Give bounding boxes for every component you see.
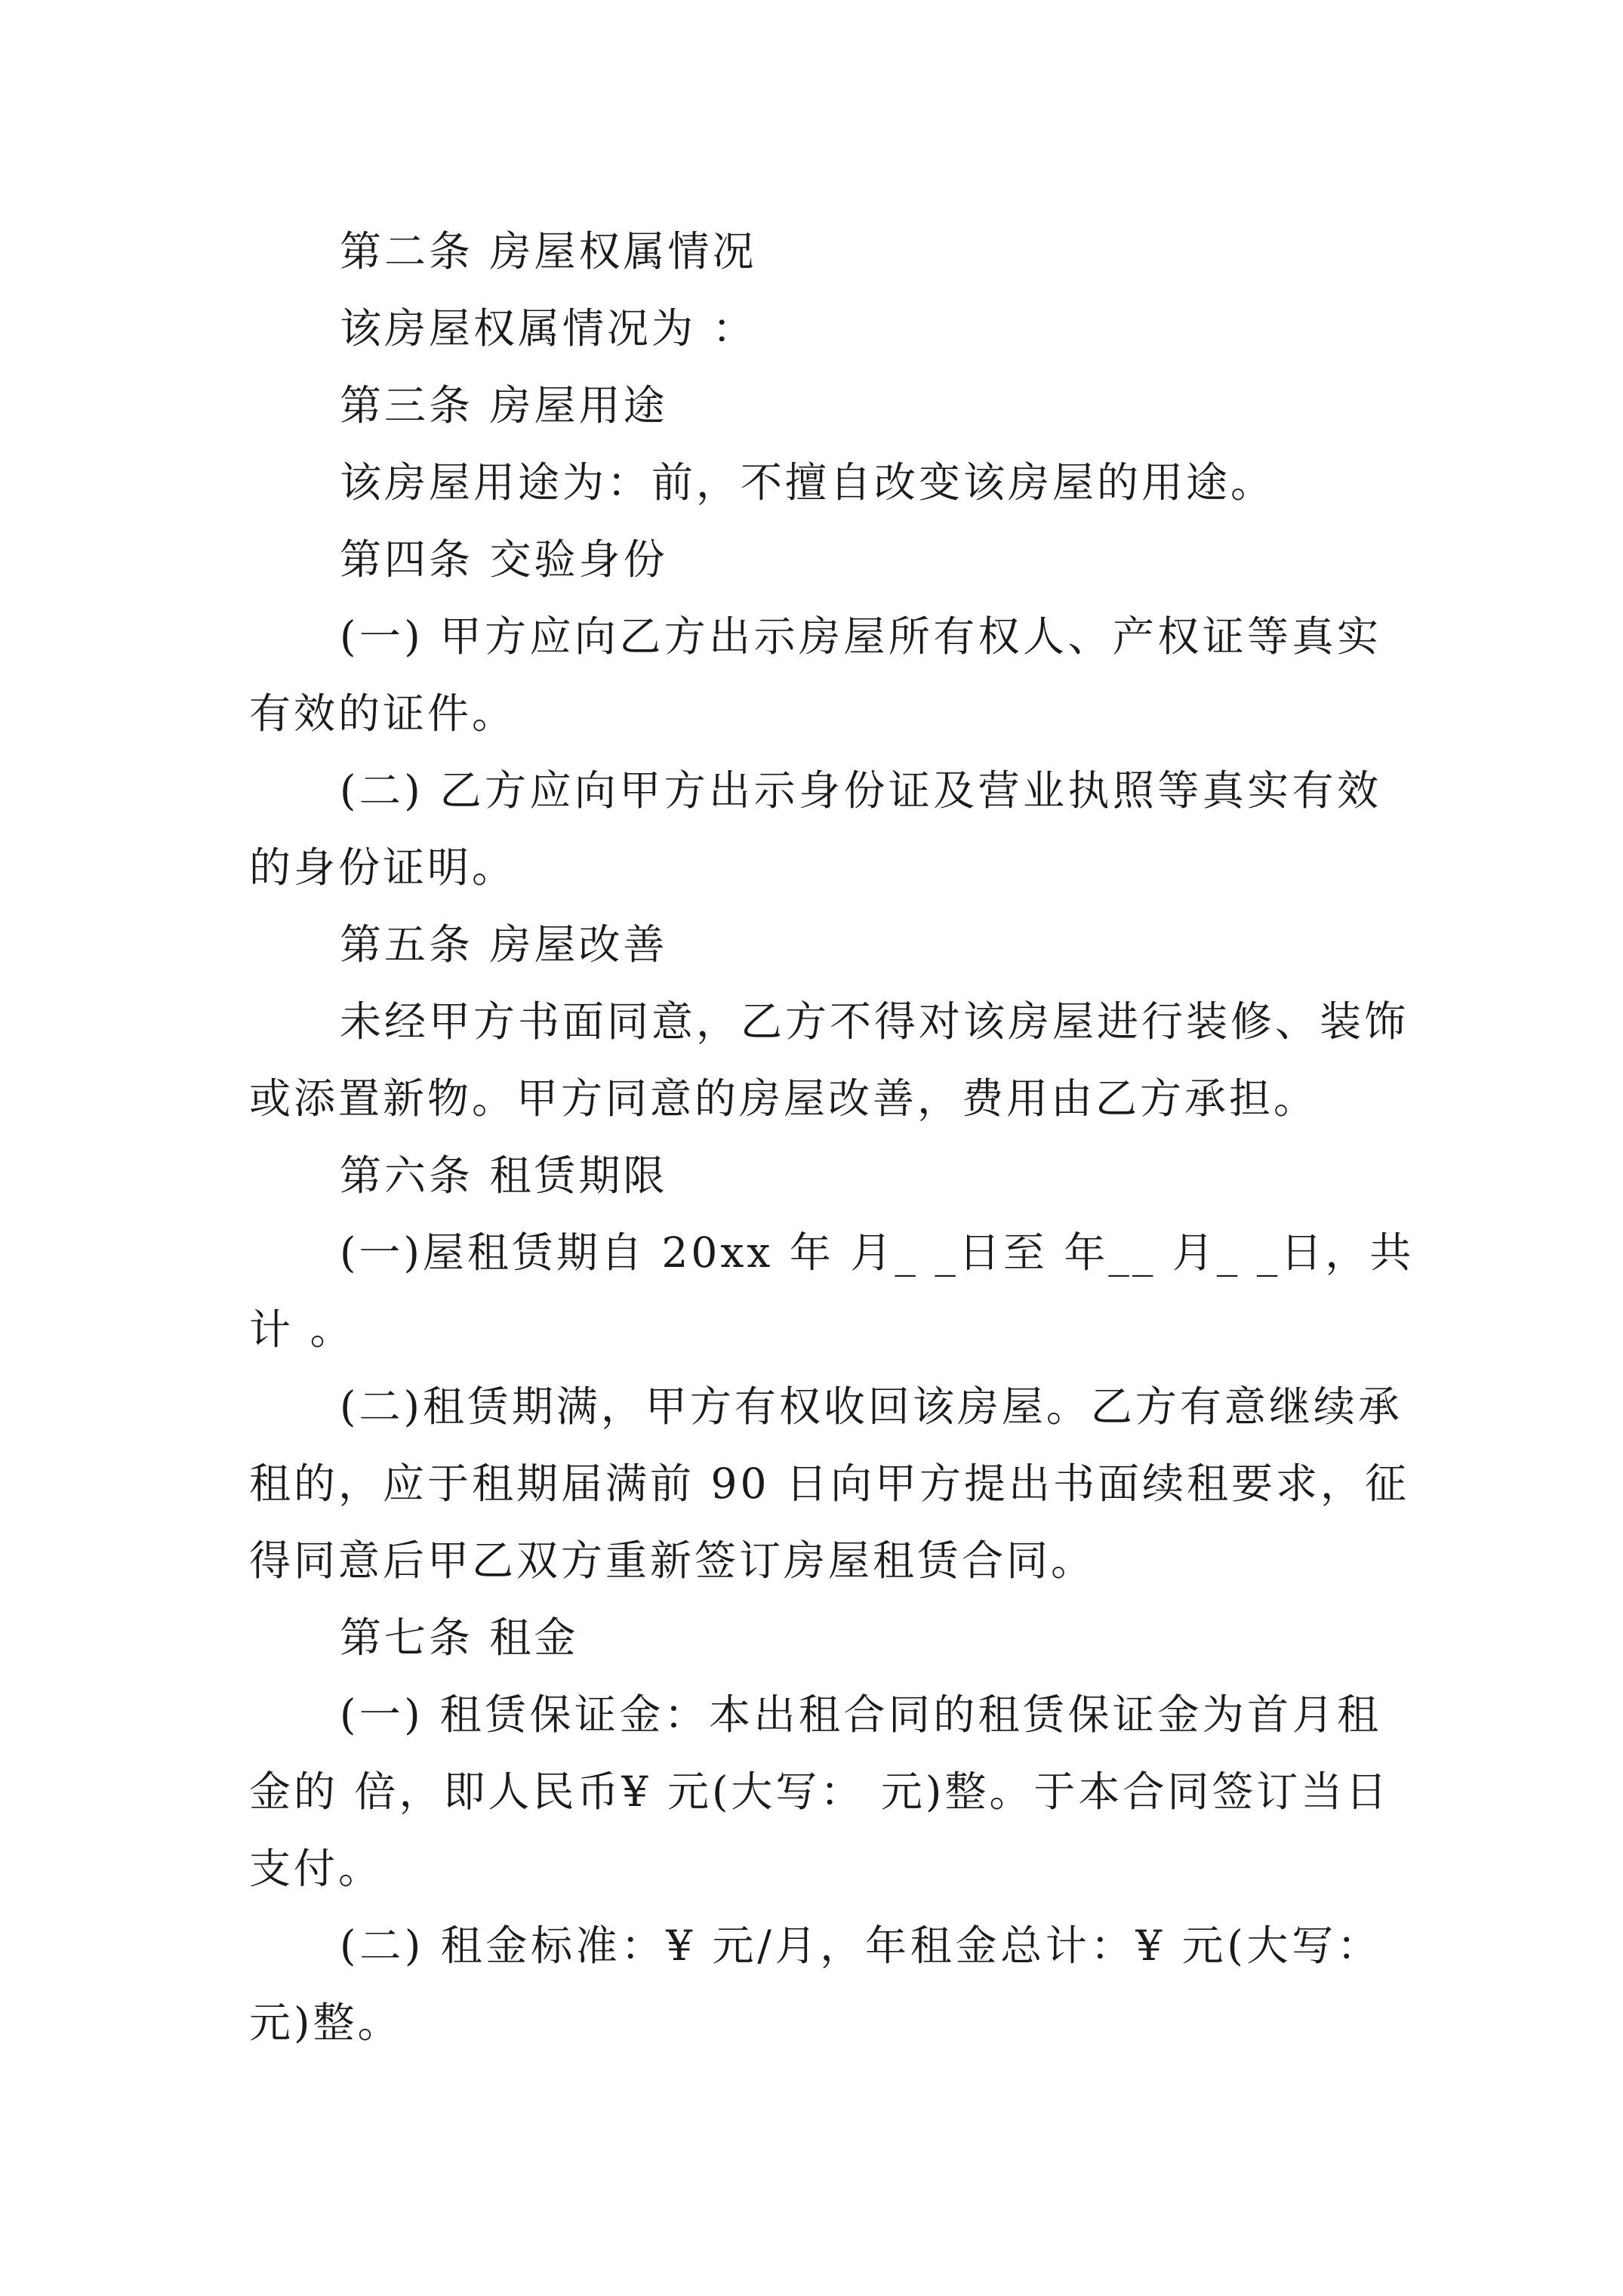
article-7-item-2-line-2: 元)整。 [249,1999,402,2047]
article-5-heading: 第五条 房屋改善 [340,920,668,969]
article-6-item-1-line-2: 计 。 [249,1305,355,1354]
article-6-item-2-line-2: 租的，应于租期届满前 90 日向甲方提出书面续租要求，征 [249,1459,1409,1508]
article-2-heading: 第二条 房屋权属情况 [340,227,757,276]
document-body [249,213,1415,2061]
article-3-heading: 第三条 房屋用途 [340,381,668,430]
article-6-item-2-line-3: 得同意后甲乙双方重新签订房屋租赁合同。 [249,1536,1096,1585]
article-4-item-2-line-2: 的身份证明。 [249,843,517,892]
article-4-item-1-line-1: (一) 甲方应向乙方出示房屋所有权人、产权证等真实 [340,612,1381,661]
article-5-text-line-1: 未经甲方书面同意，乙方不得对该房屋进行装修、装饰 [340,997,1409,1046]
article-6-heading: 第六条 租赁期限 [340,1151,668,1200]
article-6-item-2-line-1: (二)租赁期满，甲方有权收回该房屋。乙方有意继续承 [340,1382,1403,1431]
article-5-text-line-2: 或添置新物。甲方同意的房屋改善，费用由乙方承担。 [249,1074,1319,1123]
article-7-item-2-line-1: (二) 租金标准：¥ 元/月，年租金总计：¥ 元(大写： [340,1922,1381,1970]
article-4-heading: 第四条 交验身份 [340,535,668,584]
article-7-item-1-line-2: 金的 倍，即人民币¥ 元(大写： 元)整。于本合同签订当日 [249,1767,1390,1816]
article-4-item-2-line-1: (二) 乙方应向甲方出示身份证及营业执照等真实有效 [340,766,1381,815]
article-7-heading: 第七条 租金 [340,1613,579,1662]
article-7-item-1-line-3: 支付。 [249,1845,383,1893]
article-6-item-1-line-1: (一)屋租赁期自 20xx 年 月_ _日至 年__ 月_ _日，共 [340,1228,1415,1277]
article-2-text: 该房屋权属情况为 ： [340,304,757,353]
article-4-item-1-line-2: 有效的证件。 [249,689,517,738]
article-7-item-1-line-1: (一) 租赁保证金：本出租合同的租赁保证金为首月租 [340,1690,1381,1739]
article-3-text: 该房屋用途为：前，不擅自改变该房屋的用途。 [340,458,1276,507]
